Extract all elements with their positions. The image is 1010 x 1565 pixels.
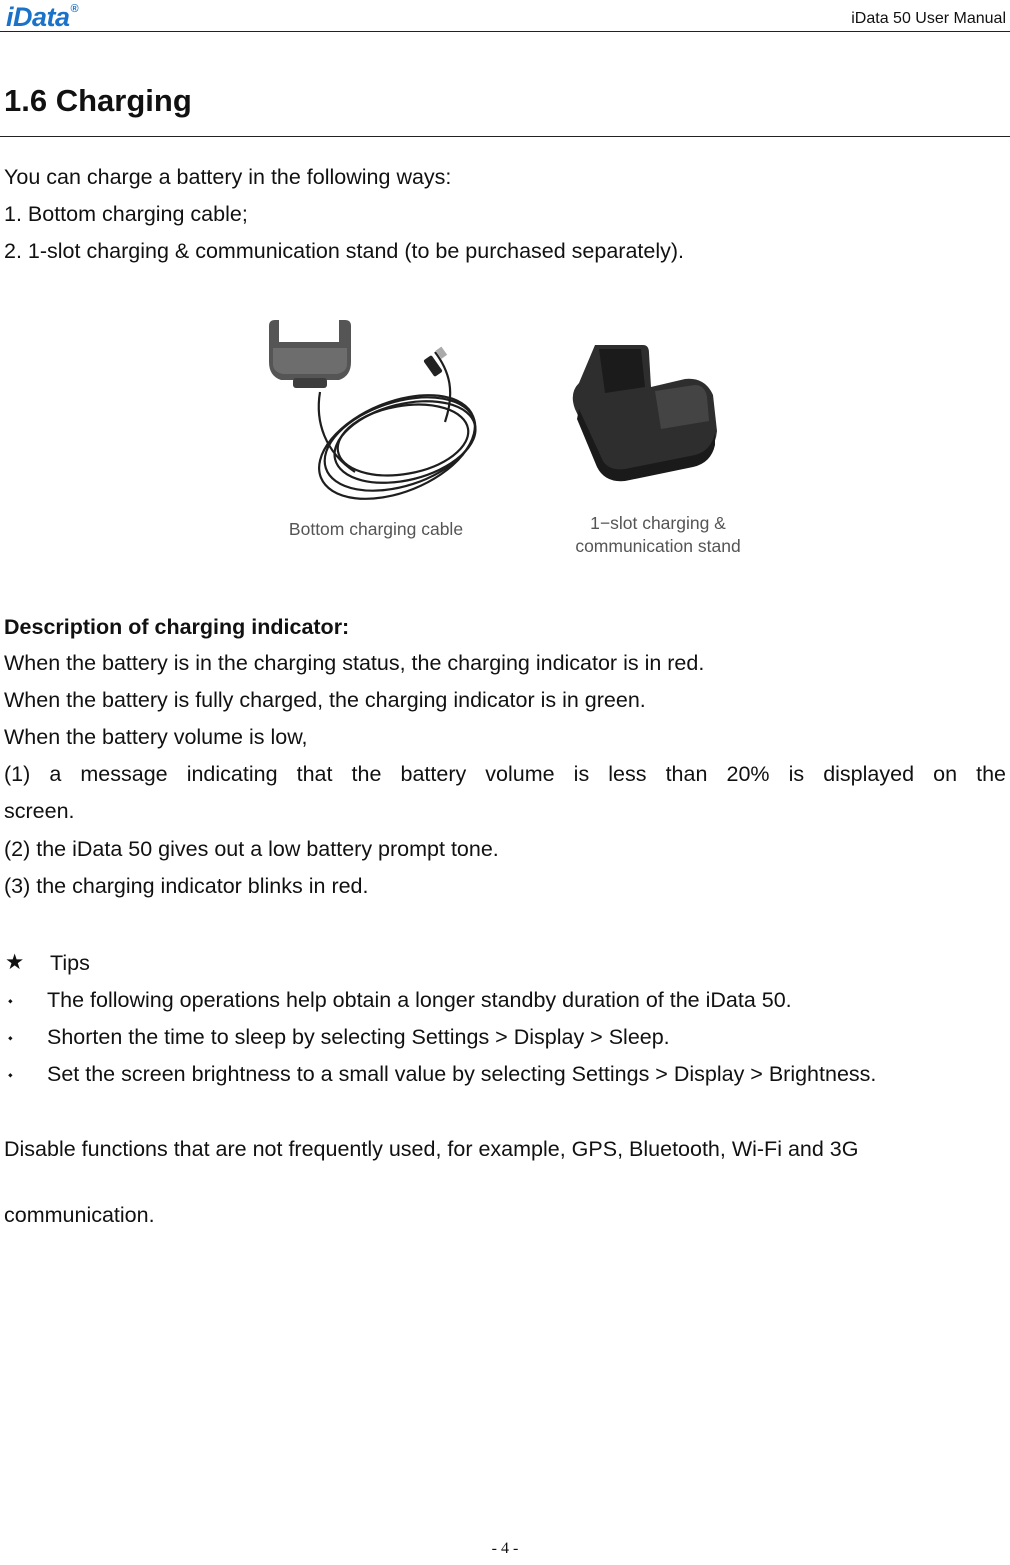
tip-item-1: The following operations help obtain a longer standby duration of the iData 50. (47, 988, 792, 1012)
page-number: - 4 - (491, 1540, 519, 1557)
bullet-icon: ⬩ (8, 1067, 13, 1082)
cable-caption: Bottom charging cable (288, 519, 464, 539)
intro-item-1: 1. Bottom charging cable; (4, 202, 248, 226)
star-icon: ★ (5, 950, 25, 974)
charging-cable-image (255, 312, 495, 512)
tip-item-3: Set the screen brightness to a small value by selecting Settings > Display > Brightness. (47, 1062, 877, 1086)
header-divider (0, 31, 1010, 32)
manual-title: iData 50 User Manual (851, 10, 1006, 27)
stand-caption-line-2: communication stand (575, 536, 741, 556)
indicator-p6: (3) the charging indicator blinks in red. (4, 874, 369, 898)
bullet-icon: ⬩ (8, 993, 13, 1008)
indicator-p1: When the battery is in the charging status, the charging indicator is in red. (4, 651, 705, 675)
tip-paragraph-line-2: communication. (4, 1203, 155, 1227)
indicator-heading: Description of charging indicator: (4, 615, 350, 639)
charging-stand-image (565, 335, 725, 485)
tip-item-2: Shorten the time to sleep by selecting Settings > Display > Sleep. (47, 1025, 670, 1049)
indicator-p2: When the battery is fully charged, the charging indicator is in green. (4, 688, 646, 712)
indicator-p3: When the battery volume is low, (4, 725, 308, 749)
stand-caption-line-1: 1−slot charging & (590, 513, 726, 533)
idata-logo: iData® (6, 2, 79, 32)
indicator-p4-line-2: screen. (4, 799, 75, 823)
indicator-p5: (2) the iData 50 gives out a low battery prompt tone. (4, 837, 499, 861)
tips-label: Tips (50, 951, 90, 975)
tip-paragraph-line-1: Disable functions that are not frequently used, for example, GPS, Bluetooth, Wi-Fi and 3G (4, 1137, 859, 1161)
indicator-p4-line-1: (1) a message indicating that the battery volume is less than 20% is displayed on the (4, 762, 1006, 786)
bullet-icon: ⬩ (8, 1030, 13, 1045)
intro-item-2: 2. 1-slot charging & communication stand (to be purchased separately). (4, 239, 685, 263)
section-title: 1.6 Charging (4, 83, 192, 118)
registered-mark: ® (70, 3, 79, 15)
title-divider (0, 136, 1010, 137)
intro-lead: You can charge a battery in the following ways: (4, 165, 452, 189)
